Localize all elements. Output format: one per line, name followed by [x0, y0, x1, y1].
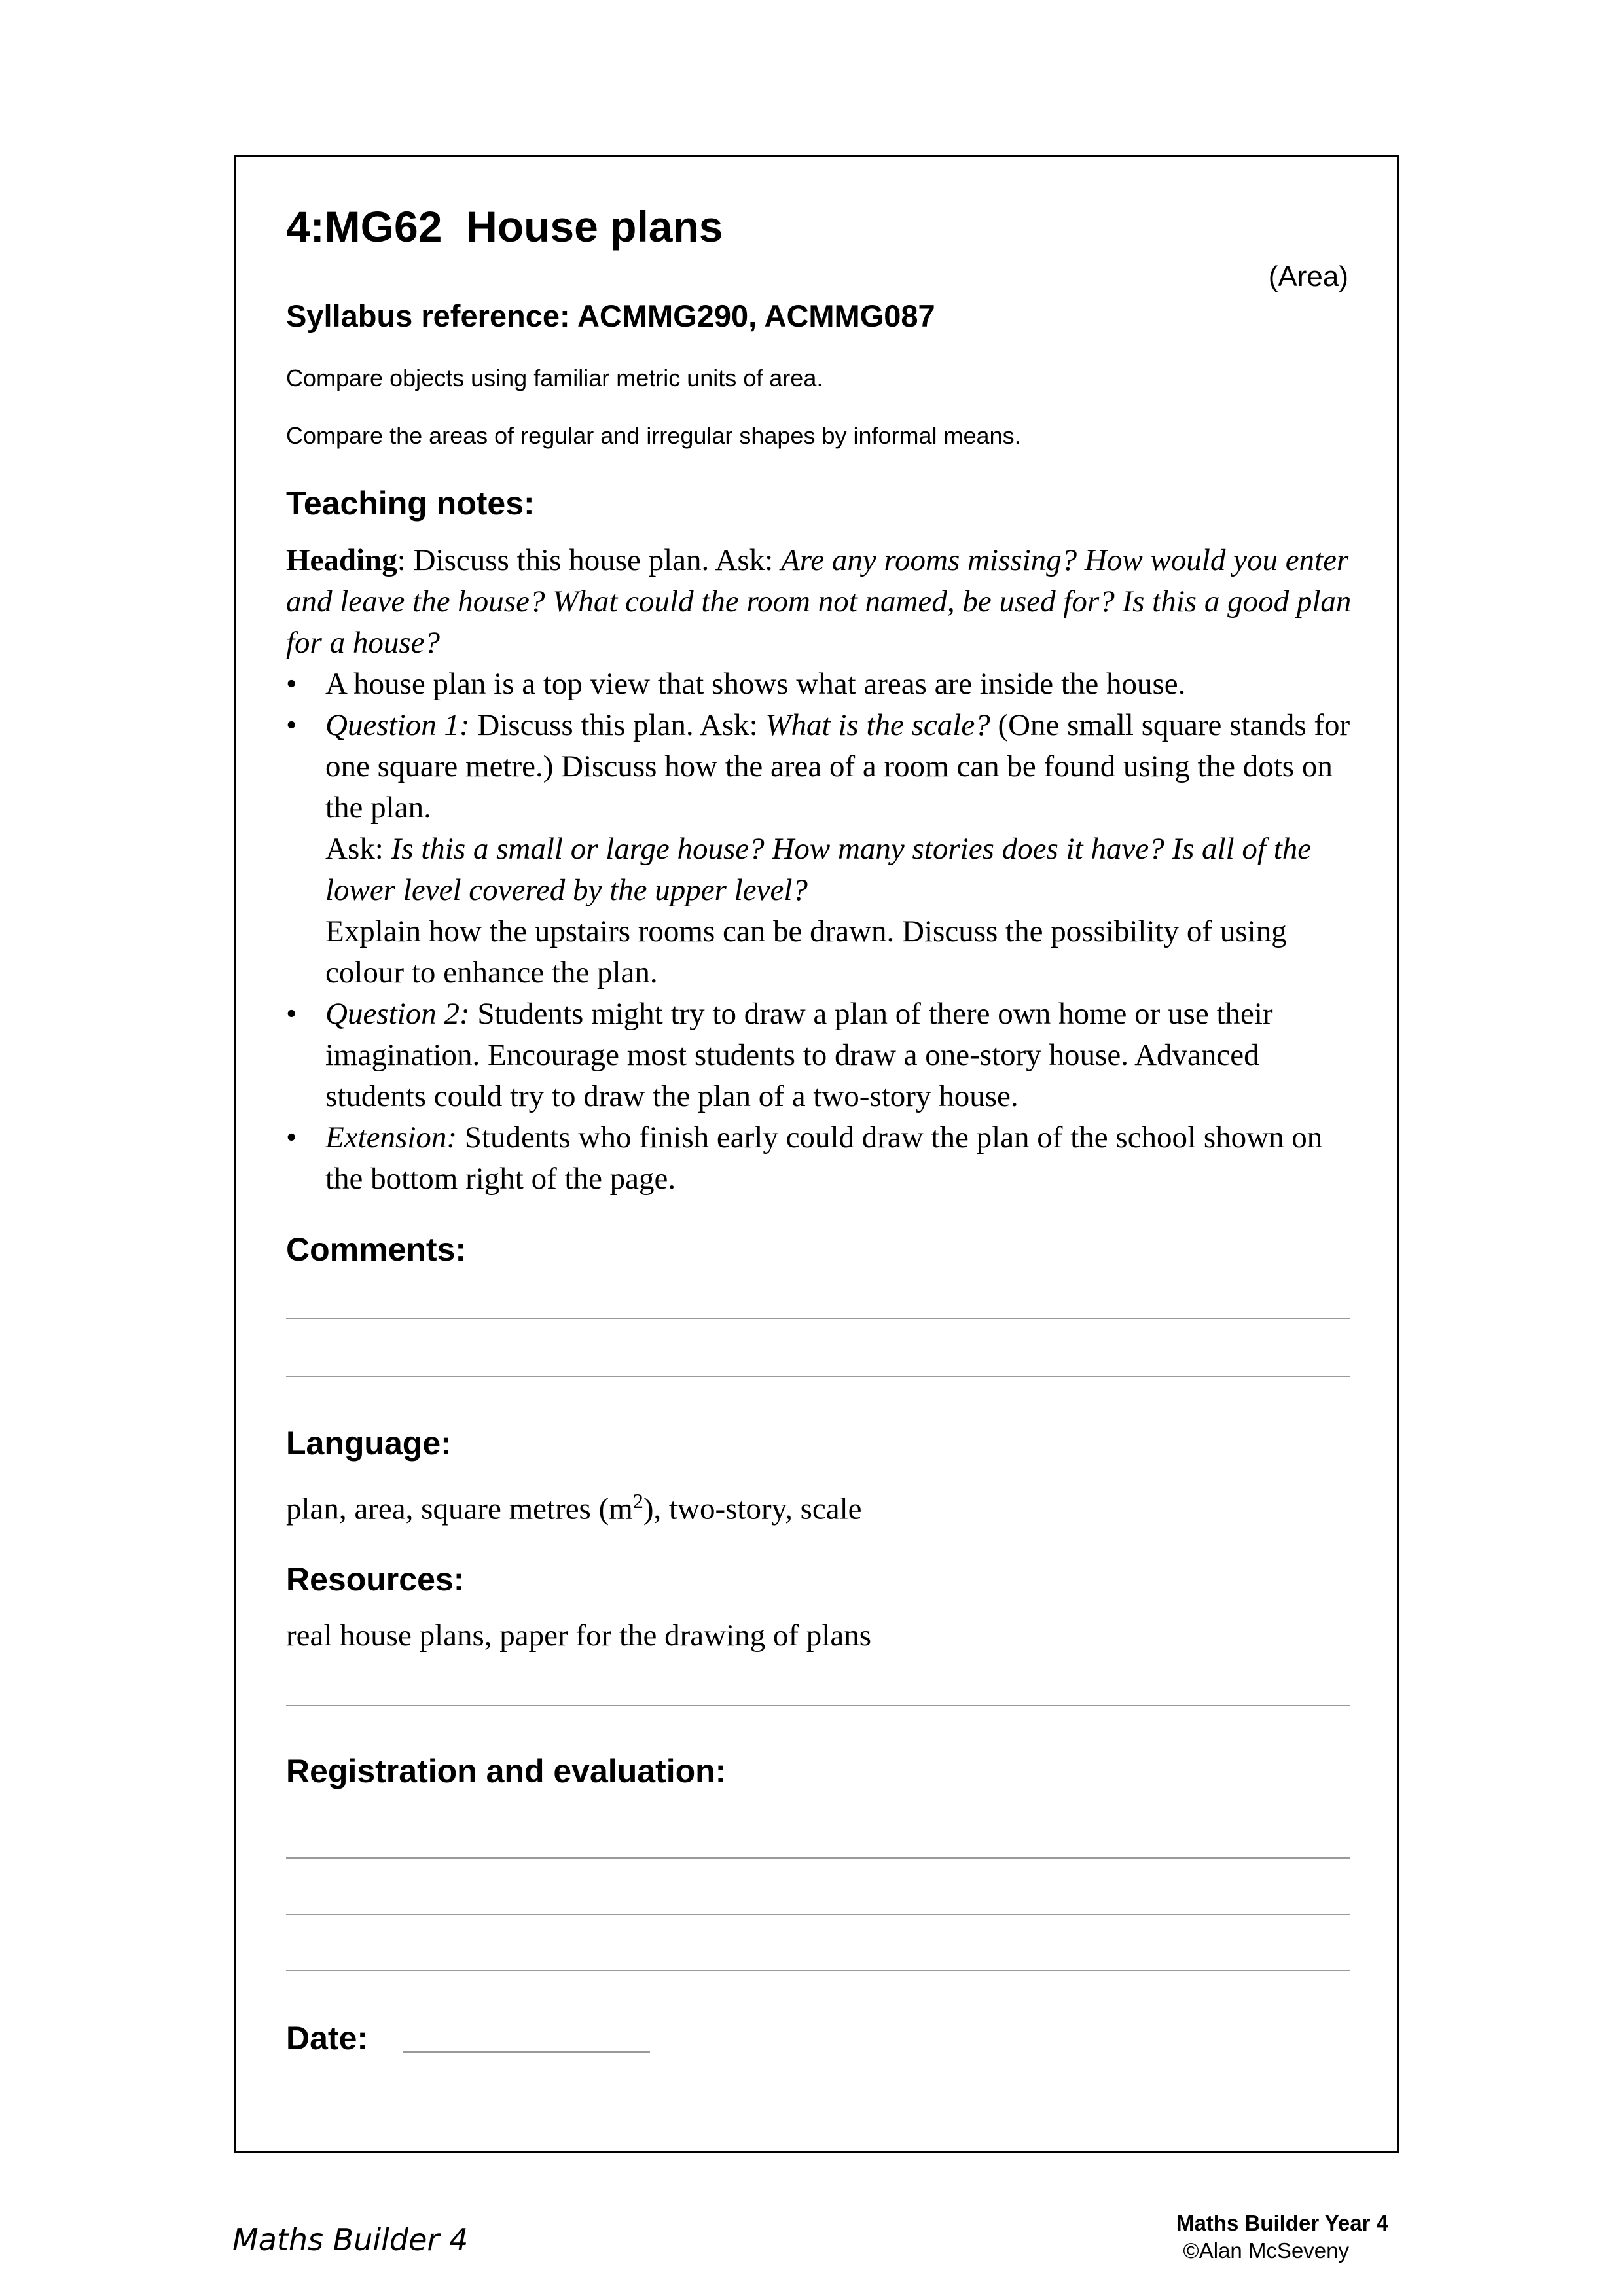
- teaching-notes-heading: Teaching notes:: [286, 485, 535, 522]
- bullet-glyph: •: [286, 708, 297, 742]
- bullet-item: [286, 705, 1360, 994]
- registration-heading: Registration and evaluation:: [286, 1753, 727, 1789]
- objective-2: Compare the areas of regular and irregular shapes by informal means.: [286, 422, 1021, 449]
- registration-writing-line[interactable]: [286, 1857, 1350, 1859]
- registration-writing-line[interactable]: [286, 1970, 1350, 1971]
- bullet-glyph: •: [286, 667, 297, 701]
- language-text: [286, 1480, 1360, 1530]
- bullet-label: Extension:: [325, 1121, 457, 1155]
- bullet-item: [286, 1117, 1360, 1200]
- language-text-end: ), two-story, scale: [643, 1492, 862, 1526]
- bullet-question: What is the scale?: [765, 708, 990, 742]
- bullet-text: (One small square stands for one square metre.) Discuss how the area of a room can be found using the dots on the plan.: [325, 708, 1350, 825]
- language-text-start: plan, area, square metres (m: [286, 1492, 633, 1526]
- bullet-text: Ask:: [325, 832, 391, 866]
- date-writing-line[interactable]: [403, 2051, 650, 2053]
- language-superscript: 2: [632, 1489, 643, 1513]
- date-label: Date:: [286, 2020, 369, 2056]
- teaching-notes-bullets: [286, 664, 1360, 1200]
- topic-label: (Area): [1268, 260, 1348, 293]
- bullet-text: Explain how the upstairs rooms can be drawn. Discuss the possibility of using colour to enhance the plan.: [325, 914, 1287, 990]
- comments-heading: Comments:: [286, 1231, 467, 1268]
- bullet-text: A house plan is a top view that shows what areas are inside the house.: [325, 667, 1186, 701]
- intro-label: Heading: [286, 543, 397, 577]
- resources-heading: Resources:: [286, 1561, 465, 1598]
- bullet-item: [286, 994, 1360, 1117]
- bullet-text: Discuss this plan. Ask:: [469, 708, 766, 742]
- resources-writing-line[interactable]: [286, 1705, 1350, 1706]
- comments-writing-line[interactable]: [286, 1318, 1350, 1319]
- bullet-glyph: •: [286, 997, 297, 1031]
- footer-book-title: Maths Builder 4: [232, 2222, 469, 2257]
- teaching-notes-intro: [286, 540, 1360, 664]
- bullet-text: Students might try to draw a plan of there own home or use their imagination. Encourage most students to draw a one-story house. Advanced students could try to draw the plan of a two-story house.: [325, 997, 1273, 1113]
- registration-writing-line[interactable]: [286, 1914, 1350, 1915]
- intro-questions: Are any rooms missing? How would you enter and leave the house? What could the room not named, be used for? Is this a good plan for a house?: [286, 543, 1352, 660]
- intro-text: : Discuss this house plan. Ask:: [397, 543, 781, 577]
- bullet-text: Students who finish early could draw the plan of the school shown on the bottom right of the page.: [325, 1121, 1323, 1196]
- bullet-question: Is this a small or large house? How many stories does it have? Is all of the lower level covered by the upper level?: [325, 832, 1312, 907]
- page-title: 4:MG62 House plans: [286, 202, 723, 251]
- language-heading: Language:: [286, 1425, 452, 1462]
- comments-writing-line[interactable]: [286, 1376, 1350, 1377]
- bullet-label: Question 1:: [325, 708, 470, 742]
- bullet-label: Question 2:: [325, 997, 470, 1031]
- objective-1: Compare objects using familiar metric units of area.: [286, 365, 823, 391]
- footer-series-title: Maths Builder Year 4: [1176, 2211, 1388, 2235]
- resources-text: real house plans, paper for the drawing of plans: [286, 1619, 872, 1653]
- syllabus-reference: Syllabus reference: ACMMG290, ACMMG087: [286, 298, 935, 333]
- footer-copyright: ©Alan McSeveny: [1183, 2238, 1349, 2263]
- bullet-item: [286, 664, 1360, 705]
- bullet-glyph: •: [286, 1121, 297, 1155]
